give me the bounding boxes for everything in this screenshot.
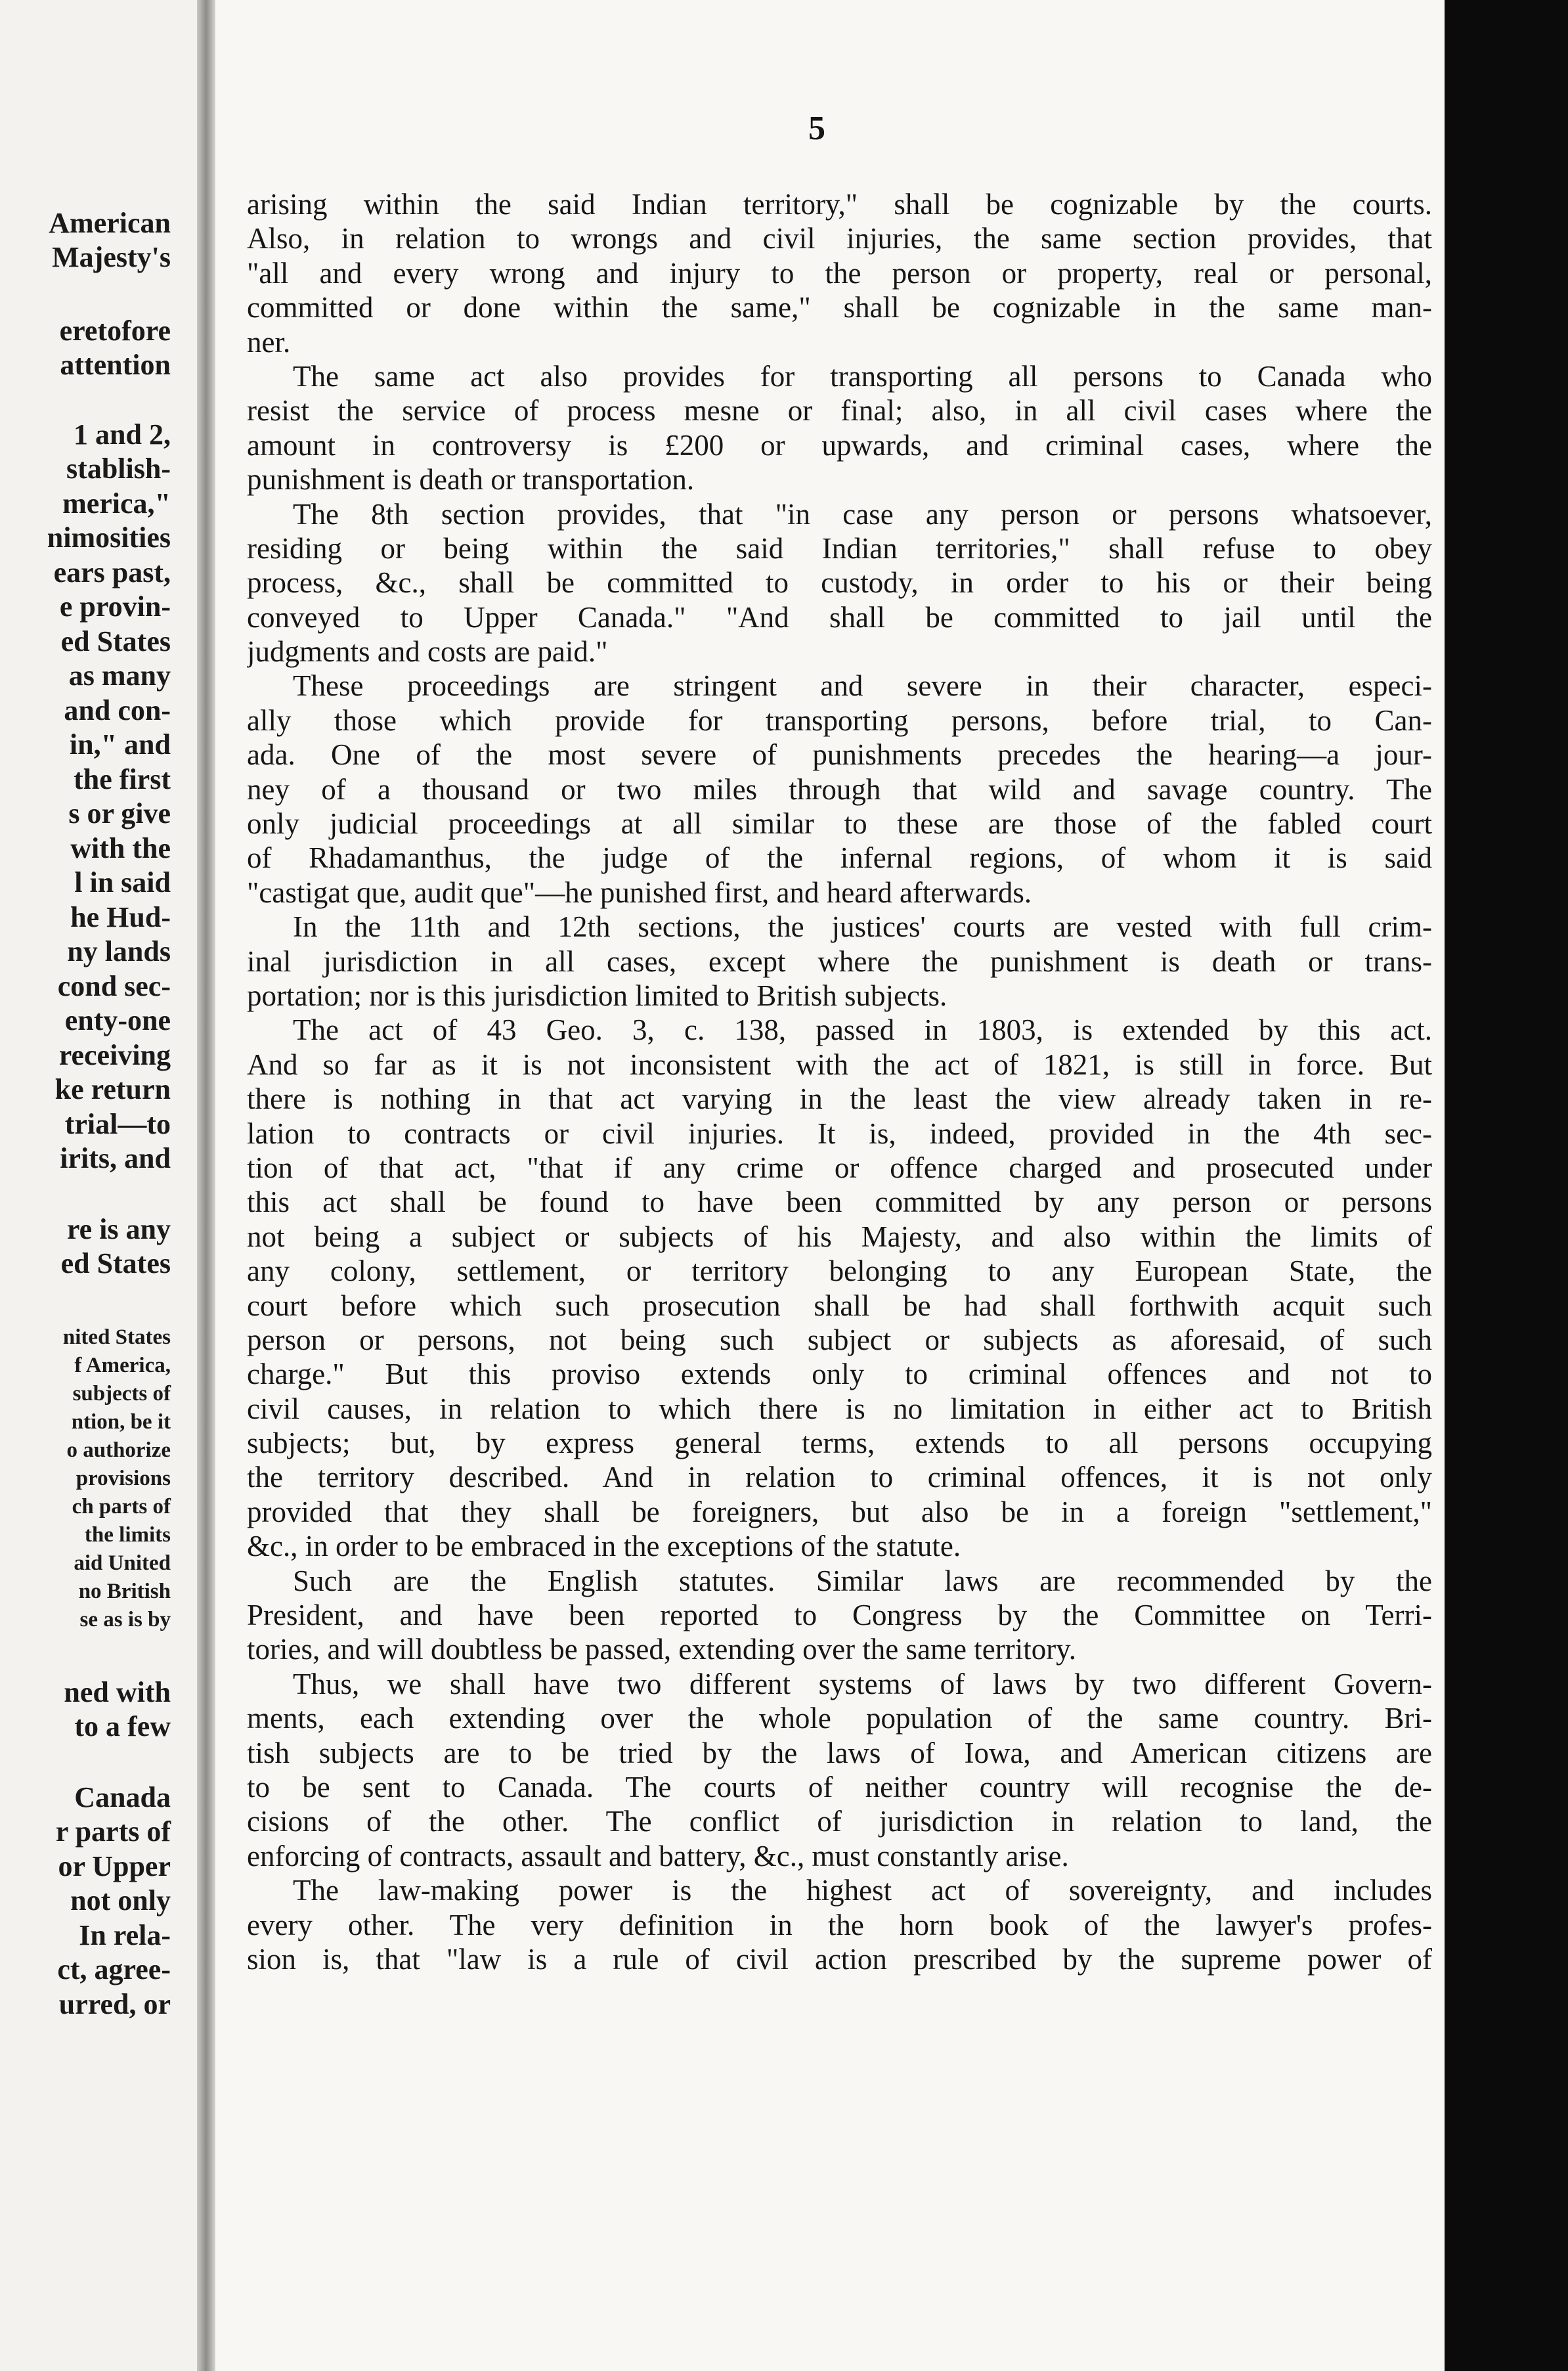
text-line: "castigat que, audit que"—he punished first, and heard afterwards. [247,875,1032,909]
text-line: punishment is death or transportation. [247,463,695,497]
previous-page-line: 1 and 2, [74,418,171,451]
previous-page-line: e provin- [59,590,171,623]
previous-page-line: stablish- [66,453,171,485]
text-line: committed or done within the same," shall be cognizable in the same man- [247,291,1432,324]
previous-page-line: urred, or [58,1988,171,2020]
text-line: of Rhadamanthus, the judge of the infernal regions, of whom it is said [247,841,1432,875]
previous-page-line: aid United [74,1551,171,1575]
previous-page-line: he Hud- [70,901,171,933]
text-line: Such are the English statutes. Similar laws are recommended by the [293,1564,1432,1597]
text-line: only judicial proceedings at all similar to these are those of the fabled court [247,807,1432,841]
text-line: person or persons, not being such subject or subjects as aforesaid, of such [247,1323,1432,1356]
text-line: Thus, we shall have two different systems of laws by two different Govern- [293,1667,1432,1700]
text-line: The same act also provides for transporting all persons to Canada who [293,359,1432,393]
previous-page-line: provisions [76,1467,171,1490]
text-line: The 8th section provides, that "in case any person or persons whatsoever, [293,497,1432,531]
book-gutter [197,0,215,2371]
previous-page-line: nimosities [47,521,171,554]
previous-page-line: ned with [64,1676,171,1708]
previous-page-fragment [0,0,197,2371]
text-line: subjects; but, by express general terms, extends to all persons occupying [247,1427,1432,1460]
text-line: arising within the said Indian territory," shall be cognizable by the courts. [247,188,1432,221]
text-line: cisions of the other. The conflict of jurisdiction in relation to land, the [247,1805,1432,1838]
text-line: every other. The very definition in the horn book of the lawyer's profes- [247,1908,1432,1941]
text-line: ada. One of the most severe of punishments precedes the hearing—a jour- [247,738,1432,772]
previous-page-line: ct, agree- [57,1953,171,1985]
text-line: ments, each extending over the whole population of the same country. Bri- [247,1702,1432,1735]
text-line: conveyed to Upper Canada." "And shall be committed to jail until the [247,600,1432,634]
body-text [247,187,1432,1976]
text-line: And so far as it is not inconsistent with the act of 1821, is still in force. But [247,1048,1432,1081]
previous-page-line: as many [68,659,171,692]
text-line: tories, and will doubtless be passed, extending over the same territory. [247,1633,1077,1666]
previous-page-line: no British [78,1580,171,1603]
text-line: tish subjects are to be tried by the laws of Iowa, and American citizens are [247,1736,1432,1769]
previous-page-line: Canada [74,1781,171,1813]
book-page [215,0,1445,2371]
text-line: President, and have been reported to Congress by the Committee on Terri- [247,1599,1432,1632]
text-line: there is nothing in that act varying in the least the view already taken in re- [247,1082,1432,1116]
previous-page-line: trial—to [64,1108,171,1140]
text-line: portation; nor is this jurisdiction limited to British subjects. [247,979,947,1012]
previous-page-line: re is any [66,1213,171,1245]
previous-page-line: cond sec- [57,970,171,1002]
text-line: charge." But this proviso extends only to criminal offences and not to [247,1358,1432,1391]
text-line: "all and every wrong and injury to the person or property, real or personal, [247,256,1432,290]
text-line: to be sent to Canada. The courts of neither country will recognise the de- [247,1770,1432,1804]
text-line: In the 11th and 12th sections, the justices' courts are vested with full crim- [293,910,1432,944]
previous-page-line: the limits [84,1523,171,1547]
text-line: not being a subject or subjects of his Majesty, and also within the limits of [247,1220,1432,1253]
previous-page-line: s or give [68,797,171,830]
text-line: The law-making power is the highest act of sovereignty, and includes [293,1874,1432,1907]
text-line: provided that they shall be foreigners, but also be in a foreign "settlement," [247,1495,1432,1528]
text-line: These proceedings are stringent and severe in their character, especi- [293,669,1432,703]
text-line: residing or being within the said Indian territories," shall refuse to obey [247,531,1432,565]
text-line: Also, in relation to wrongs and civil injuries, the same section provides, that [247,222,1432,255]
previous-page-line: in," and [69,728,171,761]
previous-page-line: ny lands [67,935,171,967]
previous-page-line: ke return [54,1073,171,1105]
previous-page-line: merica," [62,487,171,520]
previous-page-line: or Upper [58,1850,171,1882]
text-line: tion of that act, "that if any crime or offence charged and prosecuted under [247,1151,1432,1184]
previous-page-line: f America, [74,1354,171,1377]
previous-page-line: ears past, [53,556,171,588]
text-line: ally those which provide for transporting persons, before trial, to Can- [247,703,1432,737]
previous-page-line: nited States [62,1325,171,1349]
page-number: 5 [808,110,825,147]
previous-page-line: ntion, be it [71,1410,171,1434]
scan-border [1445,0,1568,2371]
text-line: enforcing of contracts, assault and battery, &c., must constantly arise. [247,1839,1069,1872]
text-line: court before which such prosecution shall be had shall forthwith acquit such [247,1289,1432,1322]
text-line: &c., in order to be embraced in the exceptions of the statute. [247,1530,961,1563]
text-line: inal jurisdiction in all cases, except where the punishment is death or trans- [247,944,1432,978]
text-line: The act of 43 Geo. 3, c. 138, passed in 1803, is extended by this act. [293,1013,1432,1047]
text-line: the territory described. And in relation to criminal offences, it is not only [247,1461,1432,1494]
text-line: lation to contracts or civil injuries. It is, indeed, provided in the 4th sec- [247,1117,1432,1150]
text-line: resist the service of process mesne or final; also, in all civil cases where the [247,394,1432,428]
previous-page-line: ed States [60,1247,171,1279]
previous-page-line: the first [74,763,171,795]
previous-page-line: to a few [74,1710,171,1742]
text-line: amount in controversy is £200 or upwards, and criminal cases, where the [247,428,1432,462]
text-line: any colony, settlement, or territory belonging to any European State, the [247,1254,1432,1288]
previous-page-line: American [49,207,171,239]
previous-page-line: r parts of [55,1815,171,1848]
text-line: ney of a thousand or two miles through that wild and savage country. The [247,772,1432,806]
text-line: sion is, that "law is a rule of civil action prescribed by the supreme power of [247,1942,1432,1976]
previous-page-line: with the [70,832,171,864]
text-line: ner. [247,325,291,359]
previous-page-line: ed States [60,625,171,657]
previous-page-line: receiving [58,1039,171,1071]
text-line: judgments and costs are paid." [247,635,608,669]
previous-page-line: not only [70,1884,171,1917]
previous-page-line: irits, and [60,1142,171,1174]
previous-page-line: In rela- [79,1919,171,1951]
previous-page-line: eretofore [59,315,171,347]
previous-page-line: l in said [74,866,171,898]
text-line: this act shall be found to have been committed by any person or persons [247,1186,1432,1219]
previous-page-line: ch parts of [72,1495,171,1518]
previous-page-line: subjects of [72,1382,171,1406]
previous-page-line: enty-one [64,1004,171,1036]
text-line: process, &c., shall be committed to custody, in order to his or their being [247,566,1432,600]
previous-page-line: and con- [64,694,171,726]
previous-page-line: attention [60,349,171,381]
previous-page-line: Majesty's [52,241,171,273]
previous-page-line: se as is by [79,1608,171,1631]
previous-page-line: o authorize [66,1438,171,1462]
text-line: civil causes, in relation to which there is no limitation in either act to British [247,1392,1432,1425]
